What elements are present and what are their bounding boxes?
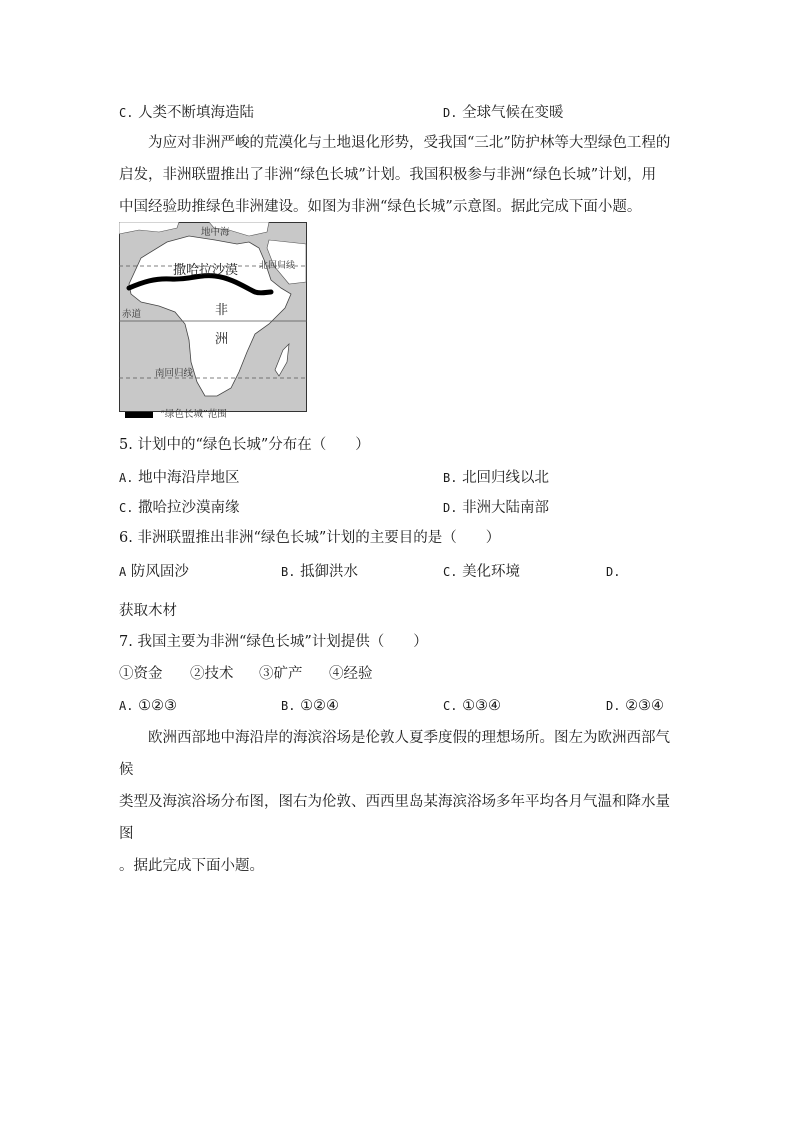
option-letter: B. — [281, 699, 296, 713]
passage-europe-beach — [119, 722, 679, 882]
passage-line: 类型及海滨浴场分布图，图右为伦敦、西西里岛某海滨浴场多年平均各月气温和降水量图 — [119, 794, 670, 842]
q7-option-c — [443, 696, 501, 716]
option-text: 防风固沙 — [130, 564, 189, 580]
passage-line: 启发，非洲联盟推出了非洲“绿色长城”计划。我国积极参与非洲“绿色长城”计划，用 — [119, 167, 657, 183]
map-svg — [119, 222, 307, 412]
legend-swatch — [125, 412, 153, 418]
q6-option-d-letter — [606, 562, 620, 582]
option-letter: A. — [119, 699, 134, 713]
passage-line: 欧洲西部地中海沿岸的海滨浴场是伦敦人夏季度假的理想场所。图左为欧洲西部气候 — [119, 730, 670, 778]
option-letter: B. — [443, 471, 458, 485]
q7-item-2: ②技术 — [190, 666, 234, 682]
q7-option-d — [606, 696, 664, 716]
q7-item-4: ④经验 — [329, 666, 373, 682]
option-text: 抵御洪水 — [300, 564, 359, 580]
q6-option-b — [281, 562, 358, 582]
question-7-stem: 7. 我国主要为非洲“绿色长城”计划提供（ ） — [119, 634, 428, 650]
q7-option-b — [281, 696, 339, 716]
option-text: ①②③ — [138, 698, 178, 714]
q7-option-a — [119, 696, 177, 716]
mediterranean-label: 地中海 — [201, 227, 230, 238]
option-letter: C. — [443, 699, 458, 713]
option-text: 北回归线以北 — [462, 470, 550, 486]
option-letter: D. — [443, 501, 458, 515]
q5-option-c — [119, 498, 240, 518]
option-letter: A — [119, 565, 127, 579]
passage-line: 。据此完成下面小题。 — [119, 858, 264, 874]
legend-label: “绿色长城”范围 — [160, 409, 227, 420]
q5-option-a — [119, 468, 240, 488]
q7-item-3: ③矿产 — [259, 666, 303, 682]
passage-line: 为应对非洲严峻的荒漠化与土地退化形势，受我国“三北”防护林等大型绿色工程的 — [148, 135, 671, 151]
tropic-cancer-label: 北回归线 — [259, 261, 296, 271]
question-6-stem: 6. 非洲联盟推出非洲“绿色长城”计划的主要目的是（ ） — [119, 530, 501, 546]
q6-option-d-text: 获取木材 — [119, 603, 177, 619]
option-letter: D. — [443, 106, 458, 120]
option-letter: C. — [443, 565, 458, 579]
sahara-label: 撒哈拉沙漠 — [173, 263, 239, 278]
option-text: 非洲大陆南部 — [462, 500, 550, 516]
option-letter: C. — [119, 501, 134, 515]
option-text: 地中海沿岸地区 — [138, 470, 240, 486]
tropic-capricorn-label: 南回归线 — [155, 368, 194, 379]
q6-option-a — [119, 562, 189, 582]
option-text: 美化环境 — [462, 564, 521, 580]
option-c-prev — [119, 103, 254, 123]
africa-green-wall-map — [119, 222, 307, 412]
q6-option-c — [443, 562, 520, 582]
option-letter: C. — [119, 106, 134, 120]
africa-label-zhou: 洲 — [215, 332, 229, 347]
q7-item-1: ①资金 — [119, 666, 163, 682]
option-text: ①②④ — [300, 698, 340, 714]
option-letter: D. — [606, 699, 621, 713]
option-letter: D. — [606, 565, 621, 579]
passage-line: 中国经验助推绿色非洲建设。如图为非洲“绿色长城”示意图。据此完成下面小题。 — [119, 199, 642, 215]
question-5-stem: 5. 计划中的“绿色长城”分布在（ ） — [119, 437, 370, 453]
q5-option-d — [443, 498, 549, 518]
option-letter: B. — [281, 565, 296, 579]
option-text: ②③④ — [625, 698, 665, 714]
option-text: 人类不断填海造陆 — [138, 105, 255, 121]
q5-option-b — [443, 468, 549, 488]
option-d-prev — [443, 103, 564, 123]
option-text: 全球气候在变暖 — [462, 105, 564, 121]
option-text: 撒哈拉沙漠南缘 — [138, 500, 240, 516]
africa-label-fei: 非 — [215, 303, 229, 318]
option-letter: A. — [119, 471, 134, 485]
equator-label: 赤道 — [122, 309, 142, 320]
passage-green-wall — [119, 127, 679, 223]
option-text: ①③④ — [462, 698, 502, 714]
